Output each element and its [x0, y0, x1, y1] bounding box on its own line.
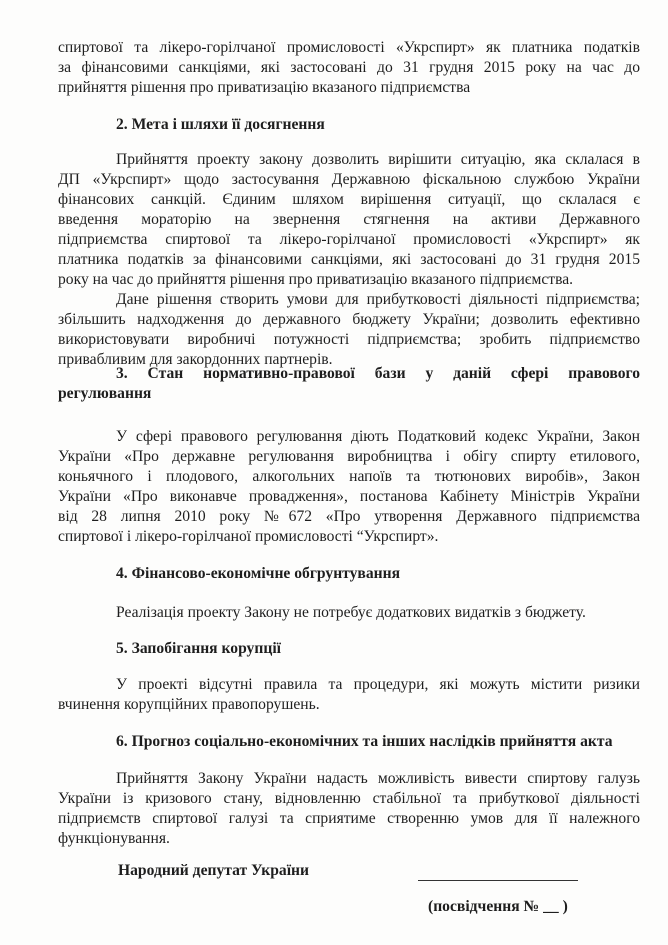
text-line: України із кризового стану, відновленню стабільної та прибуткової діяльності	[58, 790, 640, 807]
text-line: функціонування.	[58, 830, 170, 847]
text-line: введення мораторію на звернення стягнення на активи Державного	[58, 211, 640, 228]
text-line: Реалізація проекту Закону не потребує додаткових видатків з бюджету.	[116, 604, 586, 621]
signatory-title: Народний депутат України	[118, 862, 309, 879]
section-5-body	[58, 675, 640, 715]
section-6	[58, 732, 640, 752]
certificate-number: (посвідчення № __ )	[428, 898, 568, 915]
text-line: спиртової та лікеро-горілчаної промисловості «Укрспирт» як платника податків	[58, 39, 640, 56]
signature-line	[418, 880, 578, 881]
text-line: від 28 липня 2010 року №672 «Про утворення Державного підприємства	[58, 508, 640, 525]
section-2	[58, 115, 640, 135]
section-3	[58, 364, 640, 404]
text-line: ДП «Укрспирт» щодо застосування Державною фіскальною службою України	[58, 171, 640, 188]
section-heading: 2. Мета і шляхи її досягнення	[116, 116, 325, 133]
section-heading: регулювання	[58, 385, 152, 402]
text-line: У сфері правового регулювання діють Податковий кодекс України, Закон	[116, 428, 640, 445]
text-line: Прийняття проекту закону дозволить вирішити ситуацію, яка склалася в	[116, 151, 640, 168]
section-4-body	[58, 603, 640, 623]
text-line: привабливим для закордонних партнерів.	[58, 351, 333, 368]
section-heading: 4. Фінансово-економічне обгрунтування	[116, 565, 401, 582]
section1-tail	[58, 38, 640, 98]
text-line: України «Про державне регулювання виробництва і обігу спирту етилового,	[58, 448, 640, 465]
section-heading: 5. Запобігання корупції	[116, 640, 281, 657]
text-line: платника податків за фінансовими санкціями, які застосовані до 31 грудня 2015	[58, 251, 640, 268]
text-line: Дане рішення створить умови для прибутковості діяльності підприємства;	[116, 291, 640, 308]
text-line: вчинення корупційних правопорушень.	[58, 696, 320, 713]
text-line: року на час до прийняття рішення про приватизацію вказаного підприємства.	[58, 271, 574, 288]
text-line: фінансових санкцій. Єдиним шляхом вирішення ситуації, що склалася є	[58, 191, 640, 208]
text-line: збільшить надходження до державного бюджету України; дозволить ефективно	[58, 311, 640, 328]
section-3-body	[58, 427, 640, 547]
text-line: використовувати виробничі потужності підприємства; зробить підприємство	[58, 331, 640, 348]
text-line: прийняття рішення про приватизацію вказаного підприємства	[58, 79, 471, 96]
section-6-body	[58, 769, 640, 849]
text-line: спиртової і лікеро-горілчаної промисловості “Укрспирт».	[58, 528, 439, 545]
section-2-body	[58, 150, 640, 370]
section-heading: 6. Прогноз соціально-економічних та інших наслідків прийняття акта	[116, 733, 613, 750]
text-line: У проекті відсутні правила та процедури, які можуть містити ризики	[116, 676, 640, 693]
text-line: за фінансовими санкціями, які застосовані до 31 грудня 2015 року на час до	[58, 59, 640, 76]
section-5	[58, 639, 640, 659]
text-line: України «Про виконавче провадження», постанова Кабінету Міністрів України	[58, 488, 640, 505]
section-4	[58, 564, 640, 584]
section-heading: 3. Стан нормативно-правової бази у даній сфері правового	[116, 365, 640, 382]
text-line: підприємств спиртової галузі та сприятиме створенню умов для її належного	[58, 810, 640, 827]
text-line: Прийняття Закону України надасть можливість вивести спиртову галузь	[116, 770, 640, 787]
text-line: підприємства спиртової та лікеро-горілчаної промисловості «Укрспирт» як	[58, 231, 640, 248]
text-line: коньячного і плодового, алкогольних напоїв та тютюнових виробів», Закон	[58, 468, 640, 485]
